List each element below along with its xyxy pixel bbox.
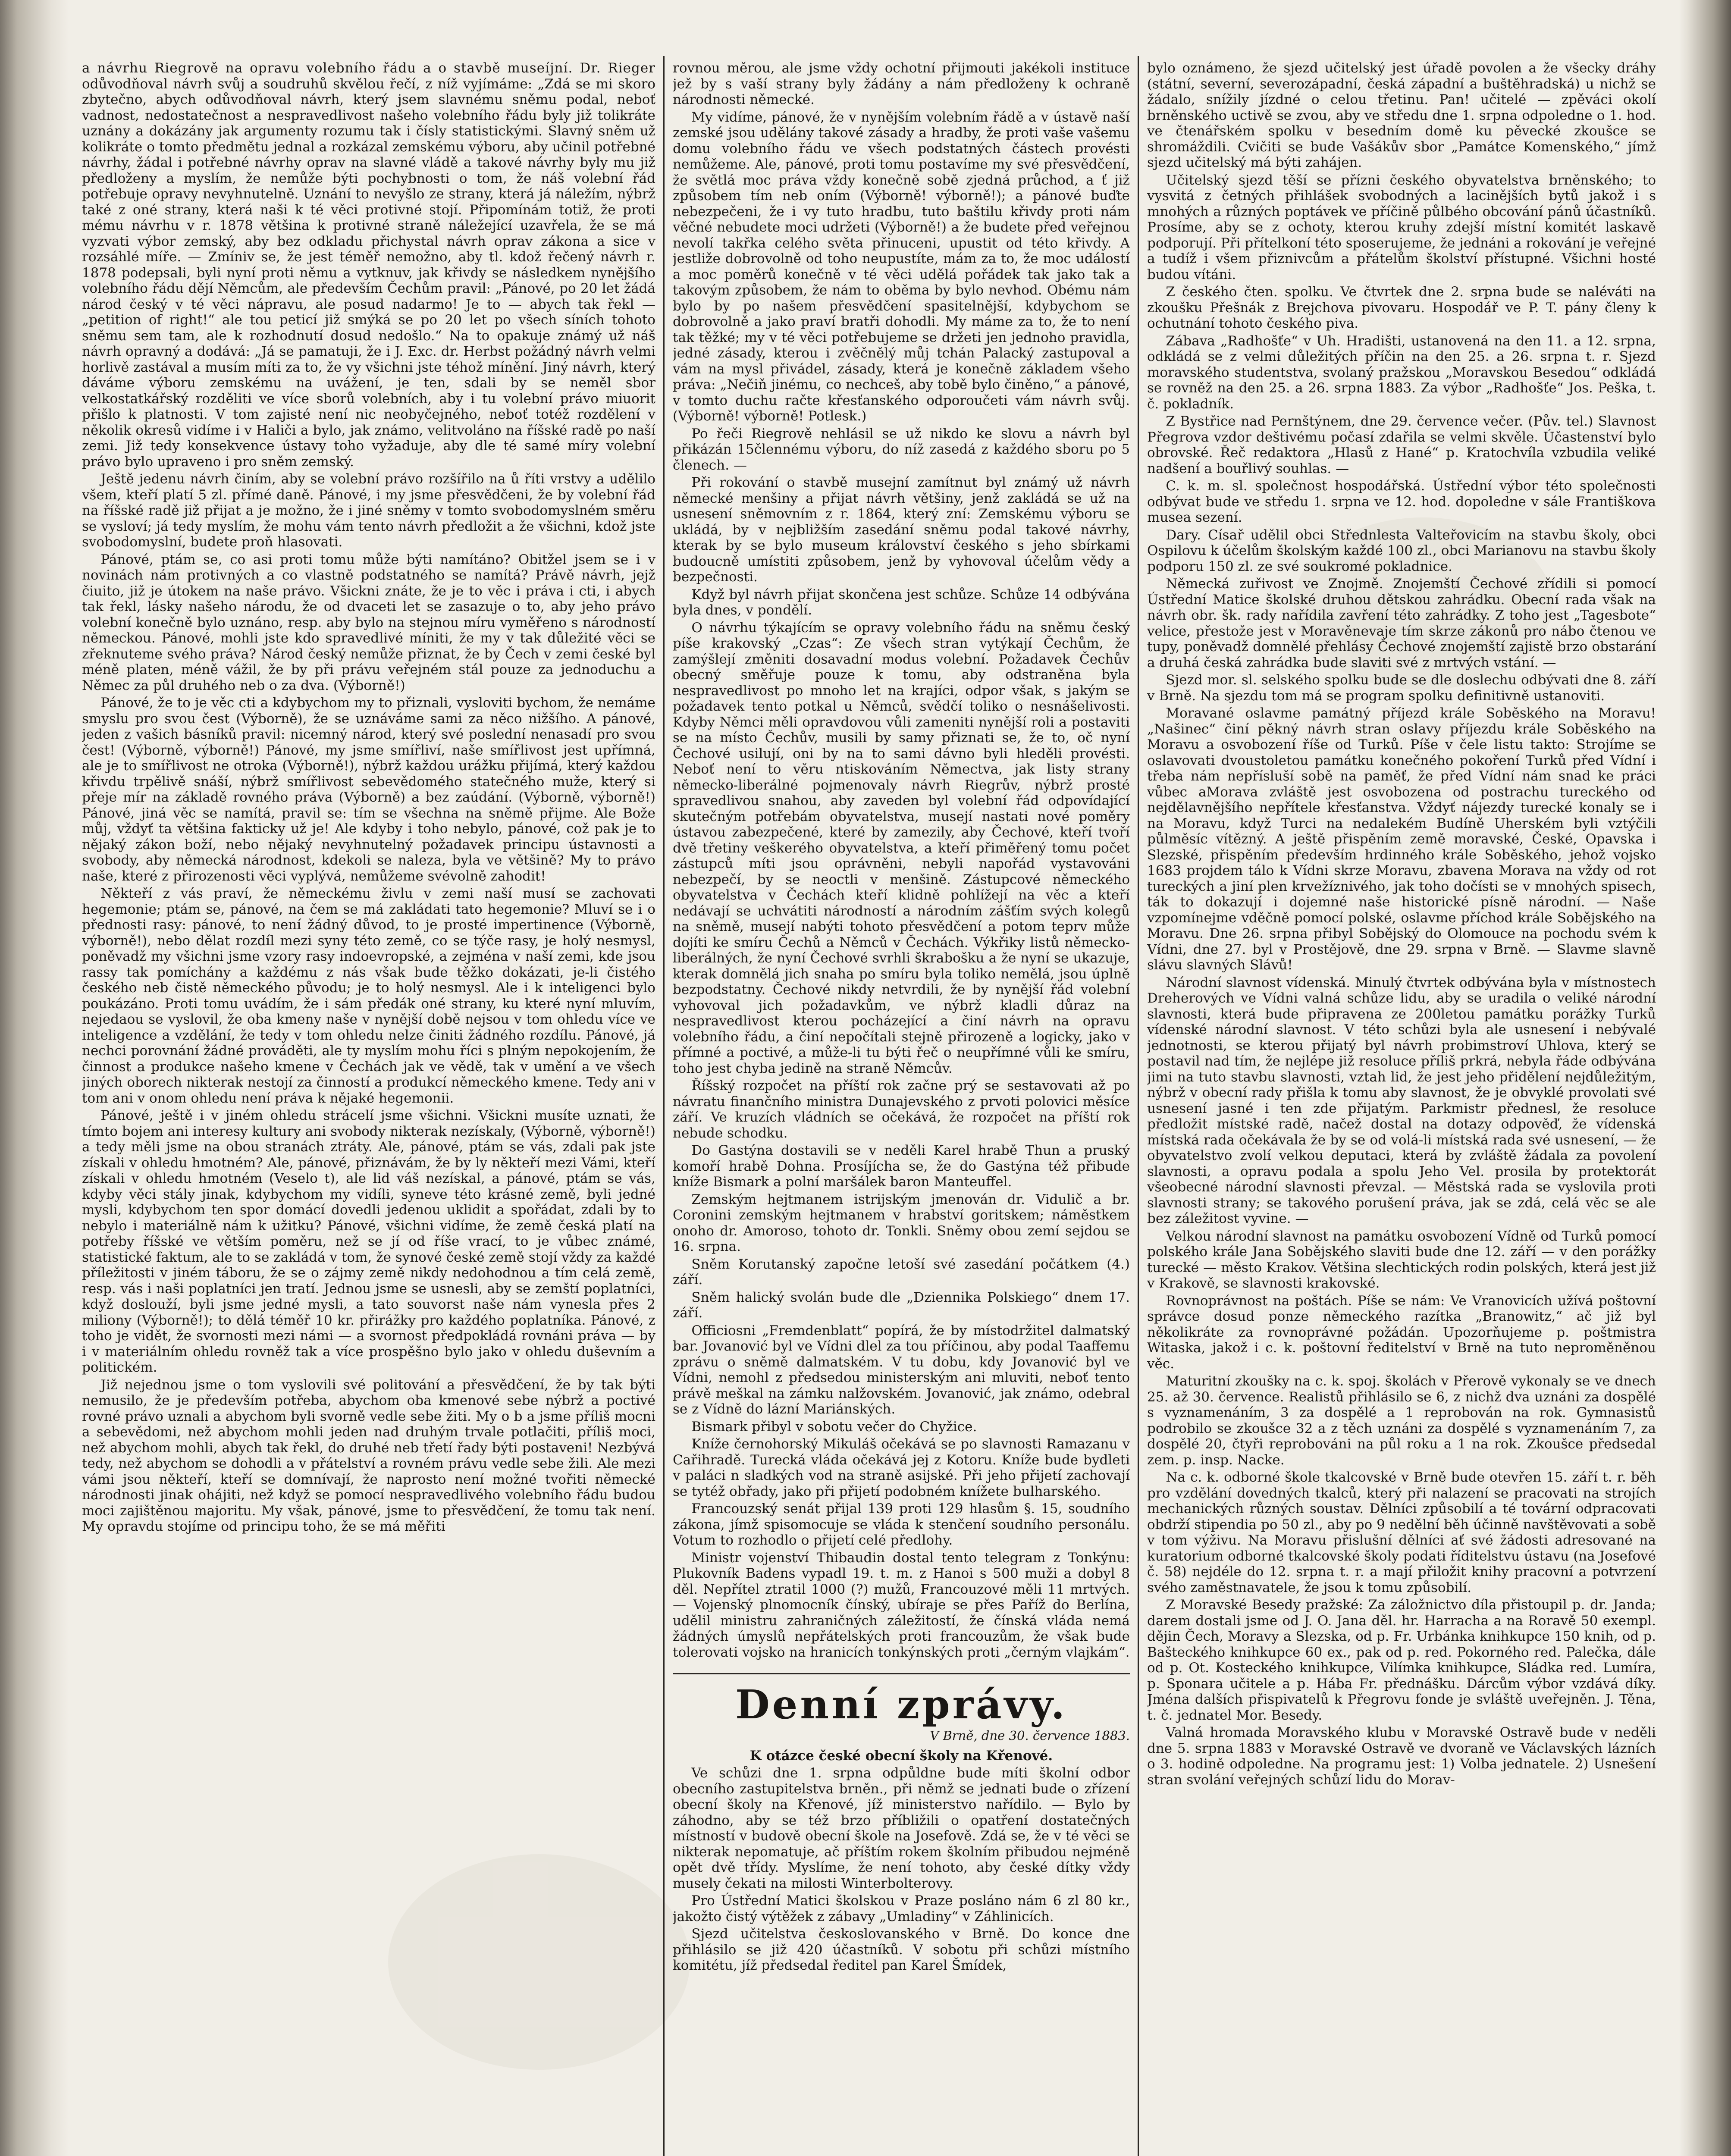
article-paragraph: Z Bystřice nad Pernštýnem, dne 29. července večer. (Pův. tel.) Slavnost Přegrova vzdor deštivému počasí zdařila se velmi skvěle. Účastenství bylo obrovské. Řeč redaktora „Hlasů z Hané“ p. Kratochvíla vzbudila veliké nadšení a bouřlivý souhlas. — bbox=[1147, 414, 1656, 476]
column-middle bbox=[673, 60, 1130, 2156]
article-paragraph: a návrhu Riegrově na opravu volebního řádu a o stavbě museíjní. Dr. Rieger odůvodňoval návrh svůj a soudruhů skvělou řečí, z níž vyjímáme: „Zdá se mi skoro zbytečno, abych odůvodňoval návrh, který jsem slavnému sněmu podal, neboť vadnost, nedostatečnost a nespravedlivost našeho volebního řádu byly již tolikráte uznány a dokázány jak argumenty rozumu tak i čísly statistickými. Slavný sněm už kolikráte o tomto předmětu jednal a rozkázal zemskému výboru, aby učinil potřebné návrhy, žádal i potřebné návrhy oprav na slavné vládě a takové návrhy byly mu již předloženy a myslím, že nemůže býti pochybnosti o tom, že náš volební řád potřebuje opravy nevyhnutelně. Uznání to nevyšlo ze strany, která já náležím, nýbrž také z oné strany, která naši k té věci protivné stojí. Připomínám totiž, že proti mému návrhu v r. 1878 většina k protivné straně náležející uzavřela, že se má vyzvati výbor zemský, aby bez odkladu přichystal návrh oprav zákona a sice v rozsáhlé míře. — Zmíniv se, že jest téměř nemožno, aby tl. kdož řečený návrh r. 1878 podepsali, byli nyní proti němu a vytknuv, jak křivdy se následkem nynějšího volebního řádu dějí Němcům, ale především Čechům pravil: „Pánové, po 20 let žádá národ český v té věci nápravu, ale posud nadarmo! Je to — abych tak řekl — „petition of right!“ ale tou peticí již smýká se po 20 let po všech síních tohoto sněmu sem tam, ale k rozhodnutí dosud nedošlo.“ Na to opakuje známý už náš návrh opravný a dodává: „Já se pamatuji, že i J. Exc. dr. Herbst požádný návrh velmi horlivě zastával a musím míti za to, že vy všichni jste téhož mínění. Jiný návrh, který dáváme výboru zemskému na uvážení, je ten, sdali by se neměl sbor velkostatkářský rozděliti ve více sborů volebních, aby i tu volební právo miuorit přišlo k platnosti. V tom zajisté není nic neobyčejného, neboť totéž rozdělení v několik okresů vidíme i v Haliči a bylo, jak známo, velitvoláno na říšské radě po naší zemi. Již tedy konsekvence ústavy toho vyžaduje, aby dle té samé míry volební právo bylo upraveno i pro sněm zemský. bbox=[82, 60, 655, 470]
article-paragraph: Z Moravské Besedy pražské: Za záložnictvo díla přistoupil p. dr. Janda; darem dostali jsme od J. O. Jana děl. hr. Harracha a na Roravě 50 exempl. dějin Čech, Moravy a Slezska, od p. Fr. Urbánka knihkupce 150 knih, od p. Bašteckého knihkupce 60 ex., pak od p. red. Pokorného red. Palečka, dále od p. Ot. Kosteckého knihkupce, Vilímka knihkupce, Sládka red. Lumíra, p. Sponara učitele a p. Hába Fr. přednášku. Dárcům výbor vzdává díky. Jména dalších přispivatelů k Přegrovu fonde je svláště uveřejněn. J. Těna, t. č. jednatel Mor. Besedy. bbox=[1147, 1597, 1656, 1723]
article-paragraph: Pro Ústřední Matici školskou v Praze posláno nám 6 zl 80 kr., jakožto čistý výtěžek z zábavy „Umladiny“ v Záhlinicích. bbox=[673, 1893, 1130, 1924]
page-edge-right bbox=[1679, 0, 1731, 2156]
article-paragraph: Officiosni „Fremdenblatt“ popírá, že by místodržitel dalmatský bar. Jovanović byl ve Vídni dlel za tou příčinou, aby podal Taaffemu zprávu o sněmě dalmatském. V tu dobu, kdy Jovanović byl ve Vídni, nemohl z předsedou ministerským ani mluviti, neboť tento právě meškal na zámku nalžovském. Jovanović, jak známo, odebral se z Vídně do lázní Mariánských. bbox=[673, 1322, 1130, 1417]
article-paragraph: Kníže černohorský Mikuláš očekává se po slavnosti Ramazanu v Cařihradě. Turecká vláda očekává jej z Kotoru. Kníže bude bydleti v paláci n sladkých vod na straně asijské. Při jeho přijetí zachovají se tytéž obřady, jako při přijetí podobném knížete bulharského. bbox=[673, 1436, 1130, 1499]
article-paragraph: Říšský rozpočet na příští rok začne prý se sestavovati až po návratu finančního ministra Dunajevského z prvoti polovici měsíce září. Ve kruzích vládních se očekává, že rozpočet na příští rok nebude schodku. bbox=[673, 1078, 1130, 1141]
article-paragraph: Pánové, ptám se, co asi proti tomu může býti namítáno? Obitžel jsem se i v novinách nám protivných a co vlastně podstatného se namítá? Právě návrh, jejž čiuito, již je útokem na naše právo. Všickni znáte, že je to věc i práva i cti, i abych tak řekl, lásky našeho národu, že od dvaceti let se zasazuje o to, aby jeho právo volební konečně bylo uznáno, resp. aby bylo na stejnou míru vyměřeno s národností německou. Pánové, mohli jste kdo spravedlivé míniti, že my v tak důležité věci se zřeknuteme svého práva? Národ český nemůže přiznat, že by Čech v zemi české byl méně platen, méně vážil, že by při právu veřejném stál pouze za jednoduchu a Němec za půl druhého neb o za dva. (Výborně!) bbox=[82, 552, 655, 693]
column-right bbox=[1147, 60, 1656, 2156]
section-title: Denní zprávy. bbox=[673, 1673, 1130, 1726]
article-paragraph: Ještě jedenu návrh činím, aby se volební právo rozšířilo na ů říti vrstvy a udělilo všem, kteří platí 5 zl. přímé daně. Pánové, i my jsme přesvědčeni, že by volební řád na říšské radě již přijat a je možno, že i jiné sněmy v tomto svobodomyslném směru se vysloví; já tedy myslím, že mohu vám tento návrh předložit a že všichni, kdož jste svobodomyslní, budete proň hlasovati. bbox=[82, 471, 655, 550]
article-paragraph: Již nejednou jsme o tom vyslovili své politování a přesvědčení, že by tak býti nemusilo, že je především potřeba, abychom oba kmenové sebe nýbrž a poctivé rovné právo uznali a abychom byli svorně vedle sebe žiti. My o b a jsme příliš mocni a sebevědomi, než abychom mohli jeden nad druhým trvale potlačiti, příliš moci, než abychom mohli, abych tak řekl, do druhé neb třetí řady býti postaveni! Nezbývá tedy, než abychom se dohodli a v přátelství a rovném právu vedle sebe žili. Ale mezi vámi jsou někteří, kteří se domnívají, že naprosto není možné tvořiti německé národnosti jinak ohájiti, než když se pomocí nespravedlivého volebního řádu budou moci zajištěnou majoritu. My však, pánové, jsme to přesvědčení, že tomu tak není. My opravdu stojíme od principu toho, že se má měřiti bbox=[82, 1377, 655, 1534]
article-paragraph: Bismark přibyl v sobotu večer do Chyžice. bbox=[691, 1419, 977, 1435]
article-paragraph: Sněm halický svolán bude dle „Dziennika Polskiego“ dnem 17. září. bbox=[673, 1289, 1130, 1321]
article-paragraph: Pánové, ještě i v jiném ohledu strácelí jsme všichni. Všickni musíte uznati, že tímto bojem ani interesy kultury ani svobody nikterak nezískaly, (Výborně, výborně!) a tedy měli jsme na obou stranách ztráty. Ale, pánové, ptám se vás, zdali pak jste získali v ohledu hmotném? Ale, pánové, přiznávám, že by ly někteří mezi Vámi, kteří získali v ohledu hmotném (Veselo t), ale lid váš nezískal, a pánové, ptám se vás, kdyby věci stály jinak, kdybychom my vidíli, syneve této krásné země, byli jedné mysli, kdybychom ten spor domácí dovedli jedenou uklidit a spořádat, zdali by to nebylo i materiálně nám k užitku? Pánové, všichni vidíme, že země česká platí na potřeby říšské ve větším poměru, než se jí od říše vrací, to je vůbec známé, statistické faktum, ale to se zakládá v tom, že synové české země stojí vždy za každé příležitosti v jiném táboru, že se o zájmy země nikdy nedohodnou a tím celá země, resp. vás i naši poplatníci jen tratí. Jednou jsme se usnesli, aby se zemští poplatníci, když doslouží, byli jsme jedné mysli, a tato souvorst naše nám vynesla přes 2 miliony (Výborně!); to dělá téměř 10 kr. přirážky pro každého poplatníka. Pánové, z toho je vidět, že svornosti mezi námi — a svornost předpokládá rovnáni práva — by i v materiálním ohledu rovněž tak a více prospěšno bylo jako v ohledu duševním a politickém. bbox=[82, 1108, 655, 1375]
article-paragraph: Když byl návrh přijat skončena jest schůze. Schůze 14 odbývána byla dnes, v pondělí. bbox=[673, 586, 1130, 618]
article-paragraph: Zemským hejtmanem istrijským jmenován dr. Vidulič a br. Coronini zemským hejtmanem v hrabství goritskem; náměstkem onoho dr. Amoroso, tohoto dr. Tonkli. Sněmy obou zemí sejdou se 16. srpna. bbox=[673, 1191, 1130, 1254]
article-paragraph: Ministr vojenství Thibaudin dostal tento telegram z Tonkýnu: Plukovník Badens vypadl 19. t. m. z Hanoi s 500 muži a dobyl 8 děl. Nepřítel ztratil 1000 (?) mužů, Francouzové měli 11 mrtvých. — Vojenský plnomocník čínský, ubíraje se přes Paříž do Berlína, udělil ministru zahraničných záležitostí, že čínská vláda nemá žádných úmyslů nepřátelských proti francouzům, že však bude tolerovati vojsko na hranicích tonkýnských proti „černým vlajkám“. bbox=[673, 1550, 1130, 1660]
article-paragraph: Na c. k. odborné škole tkalcovské v Brně bude otevřen 15. září t. r. běh pro vzdělání dovedných tkalců, který při nalazení se pracovati na strojích mechanických různých soustav. Dělníci způsobilí a té tovární odpracovati obdrží stipendia po 50 zl., aby po 9 nedělní běh účinně navštěvovati a sobě v tom výživu. Na Moravu přislušní dělníci ať své žádosti adresované na kuratorium odborné tkalcovské školy podati říditelstvu ústavu (na Josefové č. 58) nejdéle do 12. srpna t. r. a mají přiložit knihy pracovní a potvrzení svého zaměstnavatele, že jsou k tomu způsobilí. bbox=[1147, 1470, 1656, 1595]
article-paragraph: Z českého čten. spolku. Ve čtvrtek dne 2. srpna bude se naléváti na zkoušku Přešnák z Brejchova pivovaru. Hospodář ve P. T. pány členy k ochutnání tohoto českého piva. bbox=[1147, 284, 1656, 331]
article-paragraph: rovnou měrou, ale jsme vždy ochotní přijmouti jakékoli instituce jež by s vaší strany byly žádány a nám předloženy k ochraně národnosti německé. bbox=[673, 60, 1130, 107]
article-paragraph: Učitelský sjezd těší se přízni českého obyvatelstva brněnského; to vysvitá z četných přihlášek svobodných a lacinějších bytů jakož i s mnohých a různých poptávek ve příčině půlbého obcování pánů účastníků. Prosíme, aby se z ochoty, kterou kruhy zdejší místní komitét laskavě podporují. Při přítelkoní této sposerujeme, že jednáni a rokování je veřejné a tudíž i všem přiznivcům a přátelům školství přístupné. Všichni hosté budou vítáni. bbox=[1147, 172, 1656, 282]
article-paragraph: Do Gastýna dostavili se v neděli Karel hrabě Thun a pruský komoří hrabě Dohna. Prosíjícha se, že do Gastýna též přibude kníže Bismark a polní maršálek baron Manteuffel. bbox=[673, 1143, 1130, 1190]
column-left bbox=[82, 60, 655, 2156]
dateline: V Brně, dne 30. července 1883. bbox=[930, 1728, 1130, 1743]
article-paragraph: Moravané oslavme památný příjezd krále Soběského na Moravu! „Našinec“ činí pěkný návrh stran oslavy příjezdu krále Soběského na Moravu a osvobození říše od Turků. Píše v čele listu takto: Strojíme se oslavovati dvoustoletou památku konečného pokoření Turků před Vídní i třeba nám nepřísluší sobě na paměť, že před Vídní nám snad ke práci vůbec aMorava zvláště jest osvobozena od postrachu tureckého od nejdělavnějšího nepřítele křesťanstva. Vždyť nájezdy turecké konaly se i na Moravu, když Turci na nedalekém Budíně Uherském byli vztýčili půlměsíc vítězný. A ještě přispěním země moravské, České, Opavska i Slezské, přispěním především hrdinného krále Soběského, jehož vojsko 1683 projdem tálo k Vídni skrze Moravu, zbavena Morava na vždy od rot tureckých a jiní plen krvežíznivého, jak toho dočísti se v mnohých spisech, ták to dokazují i dojemné naše historické písně národní. — Naše vzpomínejme vděčně pomocí polské, oslavme příchod krále Sobějského na Moravu. Dne 26. srpna přibyl Sobějský do Olomouce na pochodu svém k Vídni, dne 27. byl v Prostějově, dne 29. srpna v Brně. — Slavme slavně slávu slavných Slávů! bbox=[1147, 705, 1656, 973]
article-paragraph: Sjezd mor. sl. selského spolku bude se dle doslechu odbývati dne 8. září v Brně. Na sjezdu tom má se program spolku definitivně ustanoviti. bbox=[1147, 672, 1656, 704]
article-headline: K otázce české obecní školy na Křenové. bbox=[749, 1748, 1053, 1764]
article-paragraph: Někteří z vás praví, že německému živlu v zemi naší musí se zachovati hegemonie; ptám se, pánové, na čem se má zakládati tato hegemonie? Mluví se i o přednosti rasy: pánové, to není žádný důvod, to je prosté impertinence (Výborně, výborně!), nebo dělat rozdíl mezi syny této země, co se týče rasy, je holý nesmysl, poněvadž my všichni jsme vzory rasy indoevropské, a zejména v naší zemi, kde jsou rassy tak pomíchány a každému z nás však bude těžko dokázati, je-li čistého českého neb čistě německého původu; je to holý nesmysl. Ale i k inteligenci bylo poukázáno. Proti tomu uvádím, že i sám předák oné strany, ku které nyní mluvím, nejedaou se vyslovil, že oba kmeny naše v nynější době nejsou v tom ohledu více ve inteligence a vzdělání, že tedy v tom ohledu nelze činiti žádného rozdílu. Pánové, já nechci porovnání žádné prováděti, ale ty myslím mohu říci s plným nepokojením, že činnost a produkce našeho kmene v Čechách jak ve vědě, tak v umění a ve všech jiných oborech nikterak nestojí za činností a produkcí německého kmene. Tedy ani v tom ani v onom ohledu není práva k nějaké hegemonii. bbox=[82, 886, 655, 1106]
article-paragraph: Zábava „Radhošťe“ v Uh. Hradišti, ustanovená na den 11. a 12. srpna, odkládá se z velmi důležitých příčin na den 25. a 26. srpna t. r. Sjezd moravského studentstva, svolaný pražskou „Moravskou Besedou“ odkládá se rovněž na den 25. a 26. srpna 1883. Za výbor „Radhošťe“ Jos. Peška, t. č. pokladník. bbox=[1147, 333, 1656, 412]
article-paragraph: Dary. Císař udělil obci Střednlesta Valteřovicím na stavbu školy, obci Ospilovu k účelům školským každé 100 zl., obci Marianovu na stavbu školy podporu 150 zl. ze své soukromé pokladnice. bbox=[1147, 527, 1656, 574]
article-paragraph: Maturitní zkoušky na c. k. spoj. školách v Přerově vykonaly se ve dnech 25. až 30. července. Realistů přihlásilo se 6, z nichž dva uznáni za dospělé s vyznamenáním, 3 za dospělé a 1 reprobován na rok. Gymnasistů podrobilo se zkoušce 32 a z těch uznáni za dospělé s vyznamenáním 7, za dospělé 20, čtyři reprobováni na půl roku a 1 na rok. Zkoušce předsedal zem. p. insp. Nacke. bbox=[1147, 1373, 1656, 1468]
article-paragraph: My vidíme, pánové, že v nynějším volebním řádě a v ústavě naší zemské jsou udělány takové zásady a hradby, že proti vaše vašemu domu volebního řádu ve všech podstatných částech provésti nemůžeme. Ale, pánové, proti tomu postavíme my své přesvědčení, že světlá moc práva vždy konečně sobě zjedná průchod, a ť již způsobem tím neb oním (Výborně! výborně!); a pánové buďte nebezpečeni, že i vy tuto hradbu, tuto baštilu křivdy proti nám věčné nebudete moci udržeti (Výborně!) a že budete před veřejnou nevolí takřka celého světa přinuceni, upustit od této křivdy. A jestliže dobrovolně od toho neupustíte, mám za to, že moc událostí a moc poměrů konečně v té věci udělá pořádek tak jako tak a takovým způsobem, že nám to oběma by bylo nevhod. Obému nám bylo by po našem přesvědčení spasitelnější, kdybychom se dobrovolně a jako praví bratři dohodli. My máme za to, že to není tak těžké; my v té věci potřebujeme se držeti jen jednoho pravidla, jedné zásady, kterou i zvěčnělý můj tchán Palacký zastupoval a vám na mysl přivádel, zásady, která je konečně základem všeho práva: „Nečiň jinému, co nechceš, aby tobě bylo činěno,“ a pánové, v tomto duchu račte křesťanského odporoučeti vám návrh svůj. (Výborně! výborně! Potlesk.) bbox=[673, 109, 1130, 424]
article-paragraph: Velkou národní slavnost na památku osvobození Vídně od Turků pomocí polského krále Jana Sobějského slaviti bude dne 12. září — v den porážky turecké — město Krakov. Většina slechtických rodin polských, která jest již v Krakově, se slavnosti krakovské. bbox=[1147, 1228, 1656, 1291]
article-paragraph: bylo oznámeno, že sjezd učitelský jest úřadě povolen a že všecky dráhy (státní, severní, severozápadní, česká západní a buštěhradská) u nichž se žádalo, snížily jízdné o celou třetinu. Pan! učitelé — zpěváci okolí brněnského uctivě se zvou, aby ve středu dne 1. srpna odpoledne o 1. hod. ve čtenářském spolku v besedním domě ku pěvecké zkoušce se shromáždili. Cvičiti se bude Vašákův sbor „Památce Komenského,“ jímž sjezd učitelský má býti zahájen. bbox=[1147, 60, 1656, 170]
article-paragraph: Národní slavnost vídenská. Minulý čtvrtek odbývána byla v místnostech Dreherových ve Vídni valná schůze lidu, aby se uradila o veliké národní slavnosti, která bude připravena ze 200letou památku porážky Turků vídenské národní slavnost. V této schůzi byla ale usnesení i nebývalé jednotnosti, se kterou přijatý byl návrh probimstroví Uhlova, který se postavil nad tím, že nejlépe již resoluce příliš prkrá, nebyla řáde odbývána jimi na tuto stavbu slavnosti, vztah lid, že jest jeho přidělení nejdůležitým, nýbrž v obecní rady přišla k tomu aby slavnost, že je obvyklé provolati své usnesení jasné i ten zde přijatým. Parkmistr přednesl, že resoluce předložit místské radě, načež dostal na dotazy odpověď, že vídenská místská rada očekávala že by se od volá-li místská rada své usnesení, — že obyvatelstvo zvolí velkou deputaci, která by zvláště žádala za povolení slavnosti, a opravu podala a spolu Jeho Vel. prosila by protektorát všeobecné národní slavnosti převzal. — Městská rada se vyslovila proti slavnosti strany; se takového porušení práva, jak se zdá, celá věc se ale bez záležitost vyvine. — bbox=[1147, 975, 1656, 1226]
page-edge-left bbox=[0, 0, 69, 2156]
article-paragraph: Rovnoprávnost na poštách. Píše se nám: Ve Vranovicích užívá poštovní správce dosud ponze německého razítka „Branowitz,“ ač již byl několikráte za rovnoprávné požádán. Upozorňujeme p. poštmistra Witaska, jakož i c. k. poštovní ředitelství v Brně na tuto neproměněnou věc. bbox=[1147, 1293, 1656, 1372]
article-paragraph: Pánové, že to je věc cti a kdybychom my to přiznali, vysloviti bychom, že nemáme smyslu pro svou čest (Výborně), že se uznáváme sami za něco nižšího. A pánové, jeden z vašich básníků pravil: nicemný národ, který své poslední nenasadí pro svou čest! (Výborně, výborně!) Pánové, my jsme smířliví, naše smířlivost jest upřímná, ale je to smířlivost ne otroka (Výborně!), nýbrž každou urážku přijímá, který každou křivdu trpělivě snáší, nýbrž smířlivost sebevědomého statečného muže, který si přeje mír na základě rovného práva (Výborně) a bez zaúdání. (Výborně, výborně!) Pánové, jiná věc se namítá, pravil se: tím se všechna na sněmě přijme. Ale Bože můj, vždyť ta většina fakticky už je! Ale kdyby i toho nebylo, pánové, což pak je to nějaký zákon boží, nebo nějaký nevyhnutelný požadavek principu ústavnosti a svobody, aby německá národnost, kdekoli se naleza, byla ve většině? My to právo naše, které z přirozenosti věci vyplývá, nemůžeme svévolně zahodit! bbox=[82, 695, 655, 884]
column-divider bbox=[663, 56, 665, 2156]
article-paragraph: Sjezd učitelstva českoslovanského v Brně. Do konce dne přihlásilo se již 420 účastníků. V sobotu při schůzi místního komitétu, jíž předsedal ředitel pan Karel Šmídek, bbox=[673, 1926, 1130, 1973]
article-paragraph: Valná hromada Moravského klubu v Moravské Ostravě bude v neděli dne 5. srpna 1883 v Moravské Ostravě ve dvoraně ve Václavských lázních o 3. hodině odpoledne. Na programu jest: 1) Volba jednatele. 2) Usnešení stran svolání veřejných schůzí lidu do Morav- bbox=[1147, 1725, 1656, 1788]
article-paragraph: Při rokování o stavbě musejní zamítnut byl známý už návrh německé menšiny a přijat návrh většiny, jenž zakládá se už na usnesení sněmovním z r. 1864, který zní: Zemskému výboru se ukládá, by v nejbližším zasedání sněmu podal takové návrhy, kterak by se bylo museum království českého s jeho sbírkami budoucně umístiti způsobem, jenž by vyhovoval účelům vědy a bezpečnosti. bbox=[673, 475, 1130, 585]
article-paragraph: C. k. m. sl. společnost hospodářská. Ústřední výbor této společnosti odbývat bude ve středu 1. srpna ve 12. hod. dopoledne v sále Františkova musea sezení. bbox=[1147, 478, 1656, 525]
column-divider bbox=[1138, 56, 1139, 2156]
article-paragraph: Francouzský senát přijal 139 proti 129 hlasům §. 15, soudního zákona, jímž spisomocuje se vláda k stenčení soudního personálu. Votum to rozhodlo o přijetí celé předlohy. bbox=[673, 1501, 1130, 1548]
article-paragraph: Německá zuřivost ve Znojmě. Znojemští Čechové zřídili si pomocí Ústřední Matice školské druhou dětskou zahrádku. Obecní rada však na návrh obr. šk. rady nařídila zavření této zahrádky. Z toho jest „Tagesbote“ velice, přestože jest v Moravěnevaje tím skrze zákonů pro nábo čtenou ve tupy, poněvadž domnělé přehlásy Čechové znojemští zajistě brzo obstarání a druhá česká zahrádka bude slaviti své z mrtvých vstání. — bbox=[1147, 576, 1656, 671]
article-paragraph: O návrhu týkajícím se opravy volebního řádu na sněmu český píše krakovský „Czas“: Ze všech stran vytýkají Čechům, že zamýšlejí změniti dosavadní modus volební. Požadavek Čechův obecný směřuje pouze k tomu, aby odstraněna byla nespravedlivost po mnoho let na krajíci, odpor však, s jakým se požadavek tento potkal u Němců, svědčí toliko o nesnášelivosti. Kdyby Němci měli opravdovou vůli zameniti nynější roli a postaviti se na místo Čechův, musili by samy přiznati se, že to, oč nyní Čechové usilují, oni by na to sami dávno byli hleděli provésti. Neboť není to věru ntiskováním Němectva, jak listy strany německo-liberálné pojmenovaly návrh Riegrův, nýbrž prosté spravedlivou snahou, aby zaveden byl volební řád odpovídající skutečným potřebám obyvatelstva, musejí nastati nové poměry ústavou zabezpečené, které by zamezily, aby Čechové, kteří tvoří dvě třetiny veškerého obyvatelstva, a kteří přiměřený tomu počet zástupců míti jsou oprávněni, nebyli napořád vystavováni nebezpečí, by se neoctli v menšině. Zástupcové německého obyvatelstva v Čechách kteří klidně pohlížejí na věc a kteří nedávají se uchvátiti národností a národním zášťím svých kolegů na sněmě, musejí nabýti tohoto přesvědčení a potom teprv může dojíti ke smíru Čechů a Němců v Čechách. Výkřiky listů německo-liberálných, že nyní Čechové svrhli škrabošku a že nyní se ukazuje, kterak domnělá jich snaha po smíru byla toliko nemělá, jsou úplně bezpodstatny. Čechové nikdy netvrdili, že by nynější řád volební vyhovoval jich požadavkům, ve nýbrž kladli důraz na nespravedlivost kterou pocházející a činí návrh na opravu volebního řádu, a činí nepočítali stejně přirozeně a logicky, jako v přímné a poctivé, a může-li tu býti řeč o neupřímné vůli ke smíru, toho jest chyba jedině na straně Němcův. bbox=[673, 620, 1130, 1076]
article-paragraph: Sněm Korutanský započne letoší své zasedání počátkem (4.) září. bbox=[673, 1256, 1130, 1288]
article-paragraph: Ve schůzi dne 1. srpna odpůldne bude míti školní odbor obecního zastupitelstva brněn., při němž se jednati bude o zřízení obecní školy na Křenové, jíž ministerstvo nařídilo. — Bylo by záhodno, aby se též brzo příbližili o opatření dostatečných místností v budově obecní škole na Josefově. Zdá se, že v té věci se nikterak nepomatuje, ač příštím rokem školním přibudou nejméně opět dvě třídy. Myslíme, že není tohoto, aby české dítky vždy musely čekati na milosti Winterbolterovy. bbox=[673, 1765, 1130, 1891]
article-paragraph: Po řeči Riegrově nehlásil se už nikdo ke slovu a návrh byl přikázán 15člennému výboru, do níž zasedá z každého sboru po 5 členech. — bbox=[673, 426, 1130, 473]
